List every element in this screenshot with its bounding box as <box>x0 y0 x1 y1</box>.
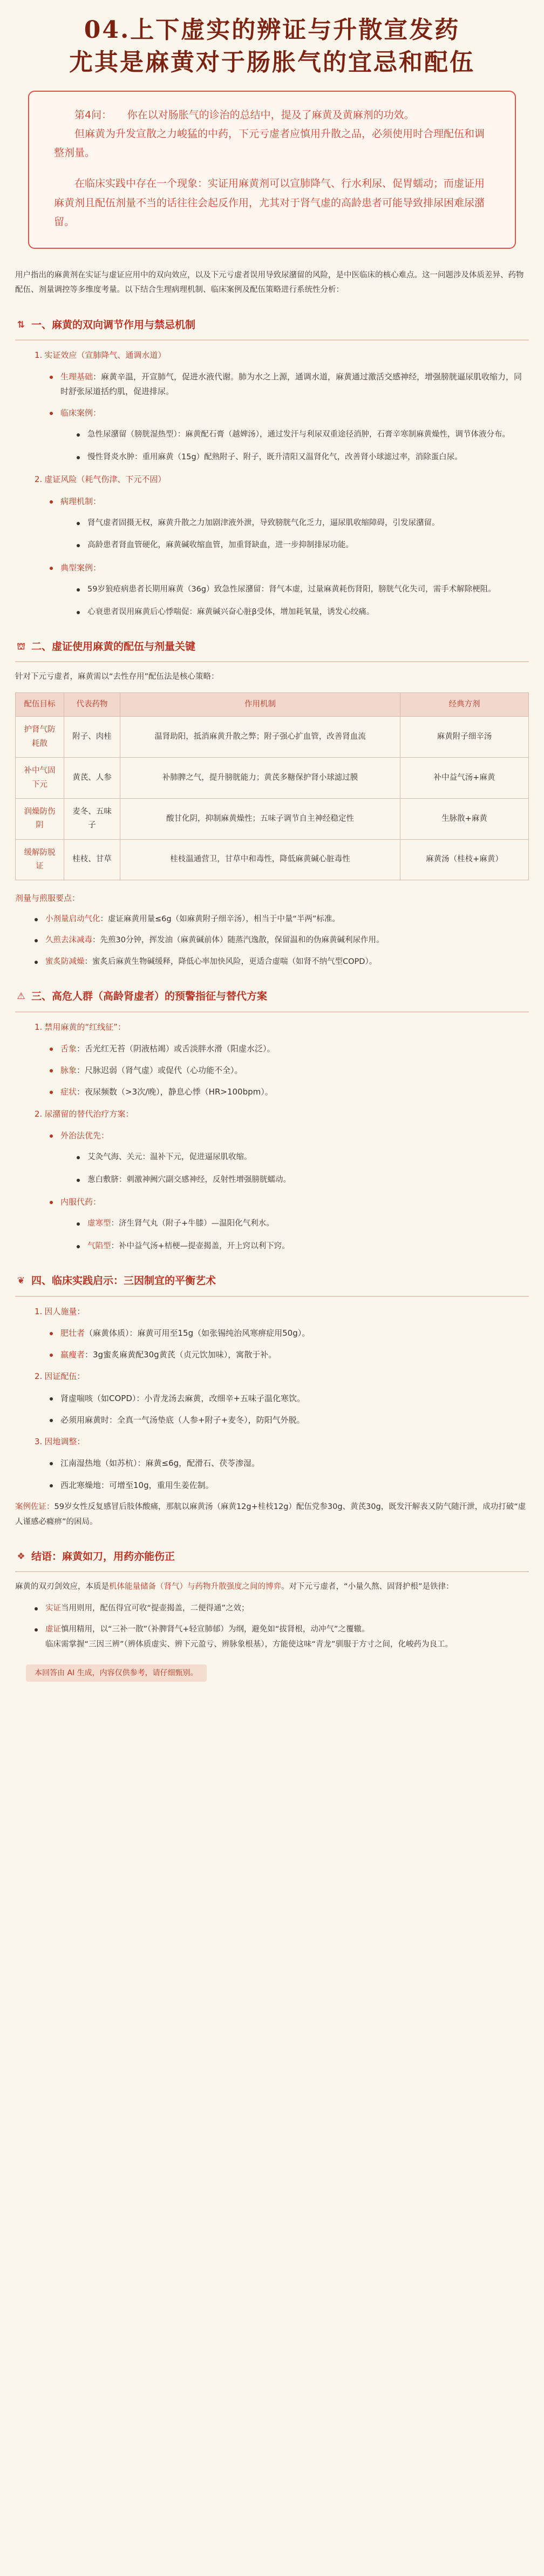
table-cell: 护肾气防耗散 <box>16 717 64 758</box>
table-cell: 生脉散+麻黄 <box>400 798 529 839</box>
list-item: 慢性肾炎水肿：重用麻黄（15g）配熟附子、附子，既升清阳又温肾化气，改善肾小球滤过率，消除蛋白尿。 <box>87 450 529 465</box>
compatibility-table <box>15 692 529 880</box>
list-item: 小剂量启动气化：虚证麻黄用量≤6g（如麻黄附子细辛汤），相当于中量“半两”标准。 <box>45 912 529 927</box>
section-1-subheading-2: 2. 虚证风险（耗气伤津、下元不固） <box>35 474 166 485</box>
question-paragraph-1: 第4问： 你在以对肠胀气的诊治的总结中，提及了麻黄及黄麻剂的功效。 <box>74 109 414 121</box>
section-5-title: 结语：麻黄如刀，用药亦能伤正 <box>31 1551 175 1563</box>
section-4-title: 四、临床实践启示：三因制宜的平衡艺术 <box>31 1275 216 1287</box>
list-item: 西北寒燥地：可增至10g，重用生姜佐制。 <box>60 1478 529 1492</box>
list-item: 脉象：尺脉迟弱（肾气虚）或促代（心功能不全）。 <box>60 1063 529 1077</box>
question-paragraph-3: 在临床实践中存在一个现象：实证用麻黄剂可以宣肺降气、行水利尿、促胃蠕动；而虚证用麻黄剂且配伍剂量不当的话往往会起反作用，尤其对于肾气虚的高龄患者可能导致排尿困难尿潴留。 <box>54 178 485 228</box>
table-row <box>16 839 529 880</box>
section-3-subheading-2: 2. 尿潴留的替代治疗方案： <box>35 1109 134 1119</box>
list-item: 葱白敷脐：刺激神阙穴副交感神经，反射性增强膀胱蠕动。 <box>87 1173 529 1188</box>
table-cell: 补中益气汤+麻黄 <box>400 758 529 799</box>
list-item: 艾灸气海、关元：温补下元，促进逼尿肌收缩。 <box>87 1150 529 1165</box>
dose-heading: 剂量与煎服要点： <box>15 893 80 903</box>
section-1 <box>15 316 529 620</box>
section-2-lead: 针对下元亏虚者，麻黄需以“去性存用”配伍法是核心策略： <box>15 672 219 682</box>
table-row <box>16 758 529 799</box>
table-cell: 麻黄附子细辛汤 <box>400 717 529 758</box>
section-3-title: 三、高危人群（高龄肾虚者）的预警指征与替代方案 <box>31 990 268 1003</box>
list-item: 59岁狼疮病患者长期用麻黄（36g）致急性尿潴留：肾气本虚，过量麻黄耗伤肾阳，膀胱气化失司，需手术解除梗阻。 <box>87 582 529 597</box>
table-cell: 缓解防脱证 <box>16 839 64 880</box>
leaf-icon: ❦ <box>17 1275 25 1287</box>
section-3 <box>15 988 529 1254</box>
diamond-icon: ❖ <box>17 1551 25 1562</box>
table-header-row <box>16 693 529 717</box>
list-item: 蜜炙防减燥：蜜炙后麻黄生物碱缓释，降低心率加快风险，更适合虚喘（如肾不纳气型COPD）。 <box>45 955 529 970</box>
table-cell: 黄芪、人参 <box>64 758 120 799</box>
list-item: 病理机制： <box>60 494 529 508</box>
section-4-subheading-3: 3. 因地调整： <box>35 1437 85 1447</box>
section-1-title: 一、麻黄的双向调节作用与禁忌机制 <box>31 318 196 331</box>
title-line-1: 04.上下虚实的辨证与升散宣发药 <box>84 16 460 44</box>
section-2-heading <box>15 638 529 662</box>
title-line-2: 尤其是麻黄对于肠胀气的宜忌和配伍 <box>69 49 475 76</box>
table-cell: 桂枝温通营卫，甘草中和毒性，降低麻黄碱心脏毒性 <box>120 839 400 880</box>
list-item: 内服代药： <box>60 1195 529 1209</box>
ai-disclaimer: 本回答由 AI 生成，内容仅供参考，请仔细甄别。 <box>26 1664 207 1682</box>
conclusion-paragraph: 麻黄的双刃剑效应，本质是机体能量储备（肾气）与药物升散强度之间的博弈。对下元亏虚者，“小量久熬、固肾护根”是铁律： <box>15 1582 454 1592</box>
section-1-subheading-1: 1. 实证效应（宣肺降气、通调水道） <box>35 350 166 361</box>
scale-icon: ⛫ <box>17 641 25 652</box>
section-4-heading <box>15 1272 529 1296</box>
section-4 <box>15 1272 529 1530</box>
table-cell: 润燥防伤阴 <box>16 798 64 839</box>
table-header-cell: 配伍目标 <box>16 693 64 717</box>
table-header-cell: 代表药物 <box>64 693 120 717</box>
list-item: 虚寒型：济生肾气丸（附子+牛膝）—温阳化气利水。 <box>87 1216 529 1232</box>
section-1-heading <box>15 316 529 341</box>
list-item: 舌象：舌光红无苔（阴液枯竭）或舌淡胖水滑（阳虚水泛）。 <box>60 1042 529 1056</box>
list-item: 肾气虚者固摄无权，麻黄升散之力加剧津液外泄，导致膀胱气化乏力，逼尿肌收缩障碍，引发尿潴留。 <box>87 516 529 531</box>
page-title <box>15 0 529 79</box>
table-cell: 补肺脾之气，提升膀胱能力；黄芪多糖保护肾小球滤过膜 <box>120 758 400 799</box>
list-item: 必须用麻黄时：全真一气汤垫底（人参+附子+麦冬），防阳气外脱。 <box>60 1413 529 1427</box>
intro-paragraph: 用户指出的麻黄剂在实证与虚证应用中的双向效应，以及下元亏虚者误用导致尿潴留的风险，是中医临床的核心难点。这一问题涉及体质差异、药物配伍、剂量调控等多维度考量。以下结合生理病理机制、临床案例及配伍策略进行系统性分析： <box>15 270 524 295</box>
section-5 <box>15 1548 529 1682</box>
arrows-icon: ⇅ <box>17 319 25 330</box>
list-item: 羸瘦者：3g蜜炙麻黄配30g黄芪（贞元饮加味），寓散于补。 <box>60 1348 529 1362</box>
table-cell: 附子、肉桂 <box>64 717 120 758</box>
list-item: 气陷型：补中益气汤+桔梗—提壶揭盖，开上窍以利下窍。 <box>87 1239 529 1254</box>
table-cell: 桂枝、甘草 <box>64 839 120 880</box>
table-cell: 补中气固下元 <box>16 758 64 799</box>
table-cell: 酸甘化阴，抑制麻黄燥性；五味子调节自主神经稳定性 <box>120 798 400 839</box>
warning-icon: ⚠ <box>17 991 25 1002</box>
question-box <box>28 91 516 249</box>
table-cell: 麻黄汤（桂枝+麻黄） <box>400 839 529 880</box>
list-item: 外治法优先： <box>60 1129 529 1143</box>
list-item: 生理基础：麻黄辛温，开宣肺气，促进水液代谢。肺为水之上源，通调水道，麻黄通过激活交感神经，增强膀胱逼尿肌收缩力，同时舒张尿道括约肌，促进排尿。 <box>60 370 529 398</box>
list-item: 急性尿潴留（膀胱湿热型）：麻黄配石膏（越婢汤），通过发汗与利尿双重途径消肿，石膏辛寒制麻黄燥性，调节体液分布。 <box>87 427 529 443</box>
list-item: 虚证慎用精用，以“三补一散”（补脾肾气+轻宣肺郁）为纲，避免如“拔肾根，动冲气”之覆辙。 临床需掌握“三因三辨”（辨体质虚实、辨下元盈亏、辨脉象根基），方能使这味“青龙”驯服于方寸之间，化峻药为良工。 <box>45 1622 529 1652</box>
list-item: 肾虚喘咳（如COPD）：小青龙汤去麻黄，改细辛+五味子温化寒饮。 <box>60 1391 529 1405</box>
section-3-subheading-1: 1. 禁用麻黄的“红线征”： <box>35 1022 126 1032</box>
table-row <box>16 798 529 839</box>
list-item: 临床案例： <box>60 406 529 420</box>
list-item: 肥壮者（麻黄体质）：麻黄可用至15g（如张锡纯治风寒痹症用50g）。 <box>60 1326 529 1340</box>
table-cell: 麦冬、五味子 <box>64 798 120 839</box>
question-paragraph-2: 但麻黄为升发宣散之力峻猛的中药，下元亏虚者应慎用升散之品，必须使用时合理配伍和调整剂量。 <box>54 128 485 159</box>
table-header-cell: 经典方剂 <box>400 693 529 717</box>
list-item: 实证当用则用，配伍得宜可收“提壶揭盖，二便得通”之效； <box>45 1601 529 1616</box>
section-4-subheading-1: 1. 因人施量： <box>35 1306 85 1316</box>
case-evidence: 案例佐证：59岁女性反复感冒后肢体酸痛，那航以麻黄汤（麻黄12g+桂枝12g）配伍党参30g、黄芪30g，既发汗解表又防气随汗泄，成功打破“虚人谨感必癃痹”的困局。 <box>15 1502 526 1526</box>
list-item: 心衰患者误用麻黄后心悸喘促：麻黄碱兴奋心脏β受体，增加耗氧量，诱发心绞痛。 <box>87 605 529 620</box>
section-4-subheading-2: 2. 因证配伍： <box>35 1371 85 1382</box>
list-item: 江南湿热地（如苏杭）：麻黄≤6g，配滑石、茯苓渗湿。 <box>60 1456 529 1470</box>
section-2 <box>15 638 529 969</box>
list-item: 高龄患者肾血管硬化，麻黄碱收缩血管，加重肾缺血，进一步抑制排尿功能。 <box>87 538 529 553</box>
section-5-heading <box>15 1548 529 1572</box>
section-2-title: 二、虚证使用麻黄的配伍与剂量关键 <box>31 641 196 653</box>
table-row <box>16 717 529 758</box>
list-item: 久煎去沫减毒：先煎30分钟，挥发油（麻黄碱前体）随蒸汽逸散，保留温和的伪麻黄碱利尿作用。 <box>45 933 529 948</box>
section-3-heading <box>15 988 529 1012</box>
table-cell: 温肾助阳，抵消麻黄升散之弊；附子强心扩血管，改善肾血流 <box>120 717 400 758</box>
list-item: 症状：夜尿频数（>3次/晚），静息心悸（HR>100bpm）。 <box>60 1085 529 1099</box>
table-header-cell: 作用机制 <box>120 693 400 717</box>
list-item: 典型案例： <box>60 561 529 575</box>
